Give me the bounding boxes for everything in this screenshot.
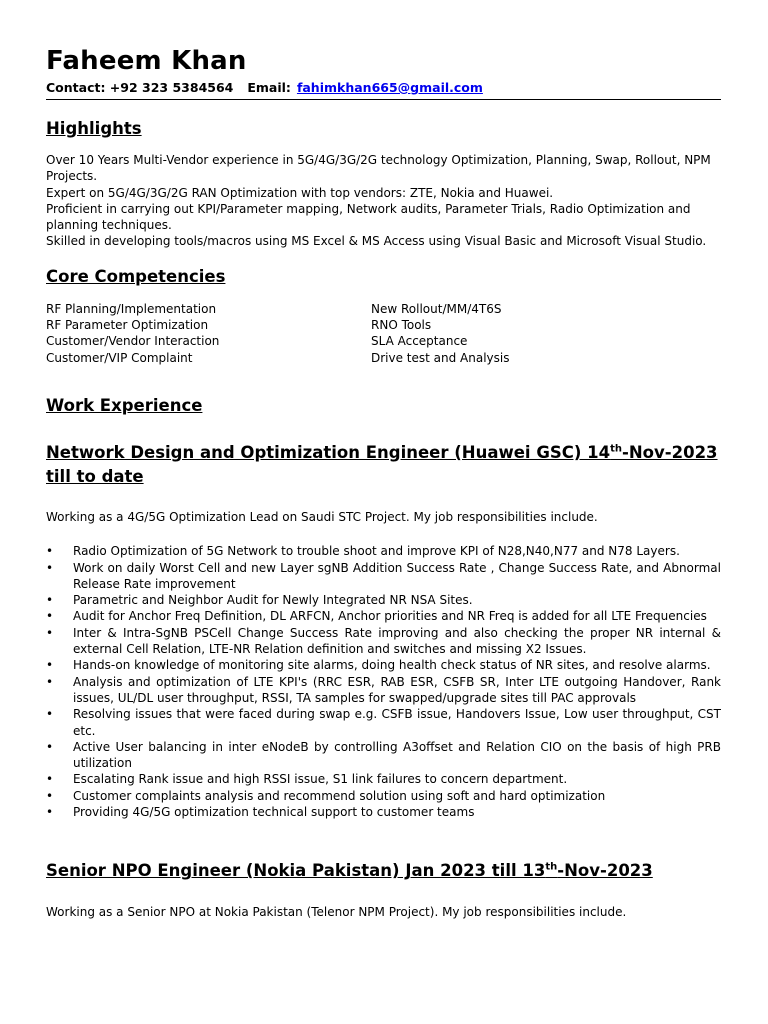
work-experience-heading: Work Experience bbox=[46, 395, 203, 415]
list-item: • Providing 4G/5G optimization technical support to customer teams bbox=[46, 805, 475, 820]
list-item: • Audit for Anchor Freq Definition, DL ARFCN, Anchor priorities and NR Freq is added for all LTE Frequencies bbox=[46, 609, 707, 624]
bullet-icon: • bbox=[46, 560, 54, 575]
list-item: • Escalating Rank issue and high RSSI issue, S1 link failures to concern department. bbox=[46, 772, 568, 787]
bullet-icon: • bbox=[46, 658, 54, 673]
bullet-icon: • bbox=[46, 674, 54, 689]
bullet-icon: • bbox=[46, 772, 54, 787]
highlight-line: Skilled in developing tools/macros using MS Excel & MS Access using Visual Basic and Microsoft Visual Studio. bbox=[46, 234, 707, 249]
contact-line bbox=[46, 80, 721, 100]
responsibility-list bbox=[46, 543, 721, 820]
list-item: • Parametric and Neighbor Audit for Newly Integrated NR NSA Sites. bbox=[46, 593, 473, 608]
email-link[interactable]: fahimkhan665@gmail.com bbox=[296, 80, 483, 95]
list-item: • Inter & Intra-SgNB PSCell Change Success Rate improving and also checking the proper NR internal & external Cell Relation, LTE-NR Relation definition and switches and missing X2 Issues. bbox=[46, 625, 721, 657]
competency-item: Drive test and Analysis bbox=[371, 350, 510, 365]
highlight-line: Expert on 5G/4G/3G/2G RAN Optimization with top vendors: ZTE, Nokia and Huawei. bbox=[46, 185, 554, 200]
competency-item: RF Planning/Implementation bbox=[46, 301, 217, 316]
contact-phone: Contact: +92 323 5384564 bbox=[46, 80, 234, 95]
highlight-line: Over 10 Years Multi-Vendor experience in 5G/4G/3G/2G technology Optimization, Planning, Swap, Rollout, NPM Projects. bbox=[46, 153, 711, 184]
competency-item: SLA Acceptance bbox=[371, 334, 468, 349]
competencies-grid bbox=[46, 301, 721, 366]
list-item: • Analysis and optimization of LTE KPI's (RRC ESR, RAB ESR, CSFB SR, Inter LTE outgoing Handover, Rank issues, UL/DL user throughput, RSSI, TA samples for swapped/upgrade sites till PAC approvals bbox=[46, 674, 721, 705]
bullet-icon: • bbox=[46, 609, 54, 624]
bullet-icon: • bbox=[46, 788, 54, 803]
list-item: • Active User balancing in inter eNodeB by controlling A3offset and Relation CIO on the basis of high PRB utilization bbox=[46, 739, 721, 771]
competency-item: RNO Tools bbox=[371, 318, 432, 333]
highlight-line: Proficient in carrying out KPI/Parameter mapping, Network audits, Parameter Trials, Radio Optimization and planning techniques. bbox=[46, 201, 691, 233]
list-item: • Work on daily Worst Cell and new Layer sgNB Addition Success Rate , Change Success Rate, and Abnormal Release Rate improvement bbox=[46, 560, 721, 591]
competency-item: Customer/VIP Complaint bbox=[46, 350, 193, 365]
competency-item: New Rollout/MM/4T6S bbox=[371, 301, 502, 316]
job-title-nokia: Senior NPO Engineer (Nokia Pakistan) Jan 2023 till 13th-Nov-2023 bbox=[46, 861, 653, 881]
highlights-list bbox=[46, 152, 721, 250]
job-intro: Working as a 4G/5G Optimization Lead on Saudi STC Project. My job responsibilities include. bbox=[46, 509, 598, 524]
bullet-icon: • bbox=[46, 707, 54, 722]
bullet-icon: • bbox=[46, 739, 54, 754]
job-title-huawei: Network Design and Optimization Engineer (Huawei GSC) 14th-Nov-2023 till to date bbox=[46, 442, 718, 486]
list-item: • Resolving issues that were faced during swap e.g. CSFB issue, Handovers Issue, Low user throughput, CST etc. bbox=[46, 707, 721, 738]
bullet-icon: • bbox=[46, 593, 54, 608]
list-item: • Radio Optimization of 5G Network to trouble shoot and improve KPI of N28,N40,N77 and N78 Layers. bbox=[46, 544, 680, 559]
highlights-heading: Highlights bbox=[46, 119, 142, 138]
candidate-name: Faheem Khan bbox=[46, 46, 247, 76]
competency-item: RF Parameter Optimization bbox=[46, 318, 209, 333]
competency-item: Customer/Vendor Interaction bbox=[46, 334, 220, 349]
bullet-icon: • bbox=[46, 544, 54, 559]
job-intro: Working as a Senior NPO at Nokia Pakistan (Telenor NPM Project). My job responsibilities include. bbox=[46, 905, 627, 920]
bullet-icon: • bbox=[46, 805, 54, 820]
resume-page bbox=[46, 44, 721, 921]
list-item: • Hands-on knowledge of monitoring site alarms, doing health check status of NR sites, and resolve alarms. bbox=[46, 658, 711, 673]
email-label: Email: bbox=[247, 80, 291, 95]
competencies-heading: Core Competencies bbox=[46, 266, 226, 286]
list-item: • Customer complaints analysis and recommend solution using soft and hard optimization bbox=[46, 788, 606, 803]
bullet-icon: • bbox=[46, 625, 54, 640]
